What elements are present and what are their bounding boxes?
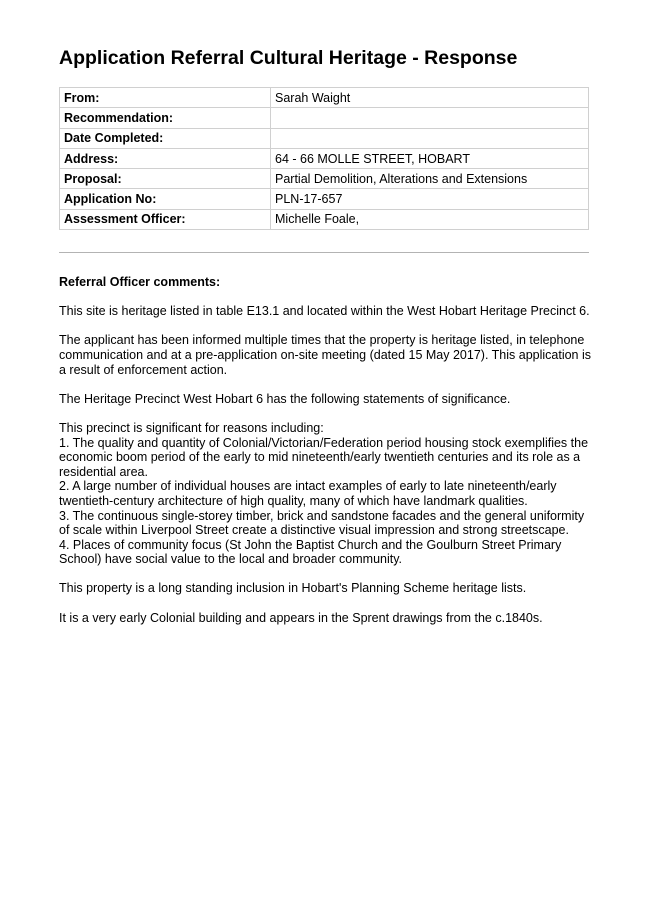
details-row-application-no: [60, 189, 589, 209]
details-row-proposal: [60, 169, 589, 189]
details-row-from: [60, 88, 589, 108]
recommendation-value: [271, 108, 589, 128]
proposal-label: Proposal:: [60, 169, 271, 189]
significance-item: 4. Places of community focus (St John the Baptist Church and the Goulburn Street Primary School) have social value to the local and broader community.: [59, 537, 562, 567]
comments-heading: Referral Officer comments:: [59, 275, 221, 289]
significance-item: 2. A large number of individual houses are intact examples of early to late nineteenth/early twentieth-century architecture of high quality, many of which have landmark qualities.: [59, 479, 557, 508]
details-row-recommendation: [60, 108, 589, 128]
address-value: 64 - 66 MOLLE STREET, HOBART: [271, 148, 589, 168]
significance-item: 1. The quality and quantity of Colonial/Victorian/Federation period housing stock exemplifies the economic boom period of the early to mid nineteenth/early twentieth centuries and its role as a residential area.: [59, 435, 589, 479]
section-divider: [59, 252, 589, 253]
recommendation-label: Recommendation:: [60, 108, 271, 128]
assessment-officer-label: Assessment Officer:: [60, 209, 271, 229]
address-label: Address:: [60, 148, 271, 168]
comments-paragraph-early-colonial: It is a very early Colonial building and appears in the Sprent drawings from the c.1840s.: [59, 610, 543, 625]
application-no-label: Application No:: [60, 189, 271, 209]
date-completed-label: Date Completed:: [60, 128, 271, 148]
from-value: Sarah Waight: [271, 88, 589, 108]
comments-paragraph-heritage-listing: This site is heritage listed in table E13.1 and located within the West Hobart Heritage Precinct 6.: [59, 304, 590, 319]
comments-paragraph-applicant-informed: The applicant has been informed multiple times that the property is heritage listed, in telephone communication and at a pre-application on-site meeting (dated 15 May 2017). This application is a result of enforcement action.: [59, 333, 592, 377]
details-row-date-completed: [60, 128, 589, 148]
referral-comments: [59, 275, 595, 640]
application-no-value: PLN-17-657: [271, 189, 589, 209]
from-label: From:: [60, 88, 271, 108]
significance-statement-list: [59, 421, 595, 567]
details-row-assessment-officer: [60, 209, 589, 229]
comments-paragraph-long-standing: This property is a long standing inclusion in Hobart's Planning Scheme heritage lists.: [59, 581, 527, 596]
details-row-address: [60, 148, 589, 168]
document-title: Application Referral Cultural Heritage - Response: [59, 47, 518, 69]
date-completed-value: [271, 128, 589, 148]
comments-paragraph-statements-intro: The Heritage Precinct West Hobart 6 has the following statements of significance.: [59, 391, 511, 406]
assessment-officer-value: Michelle Foale,: [271, 209, 589, 229]
significance-item: 3. The continuous single-storey timber, brick and sandstone facades and the general uniformity of scale within Liverpool Street create a distinctive visual impression and strong streetscape.: [59, 508, 585, 538]
application-details-table: [59, 87, 589, 230]
significance-intro: This precinct is significant for reasons including:: [59, 420, 324, 435]
proposal-value: Partial Demolition, Alterations and Extensions: [271, 169, 589, 189]
